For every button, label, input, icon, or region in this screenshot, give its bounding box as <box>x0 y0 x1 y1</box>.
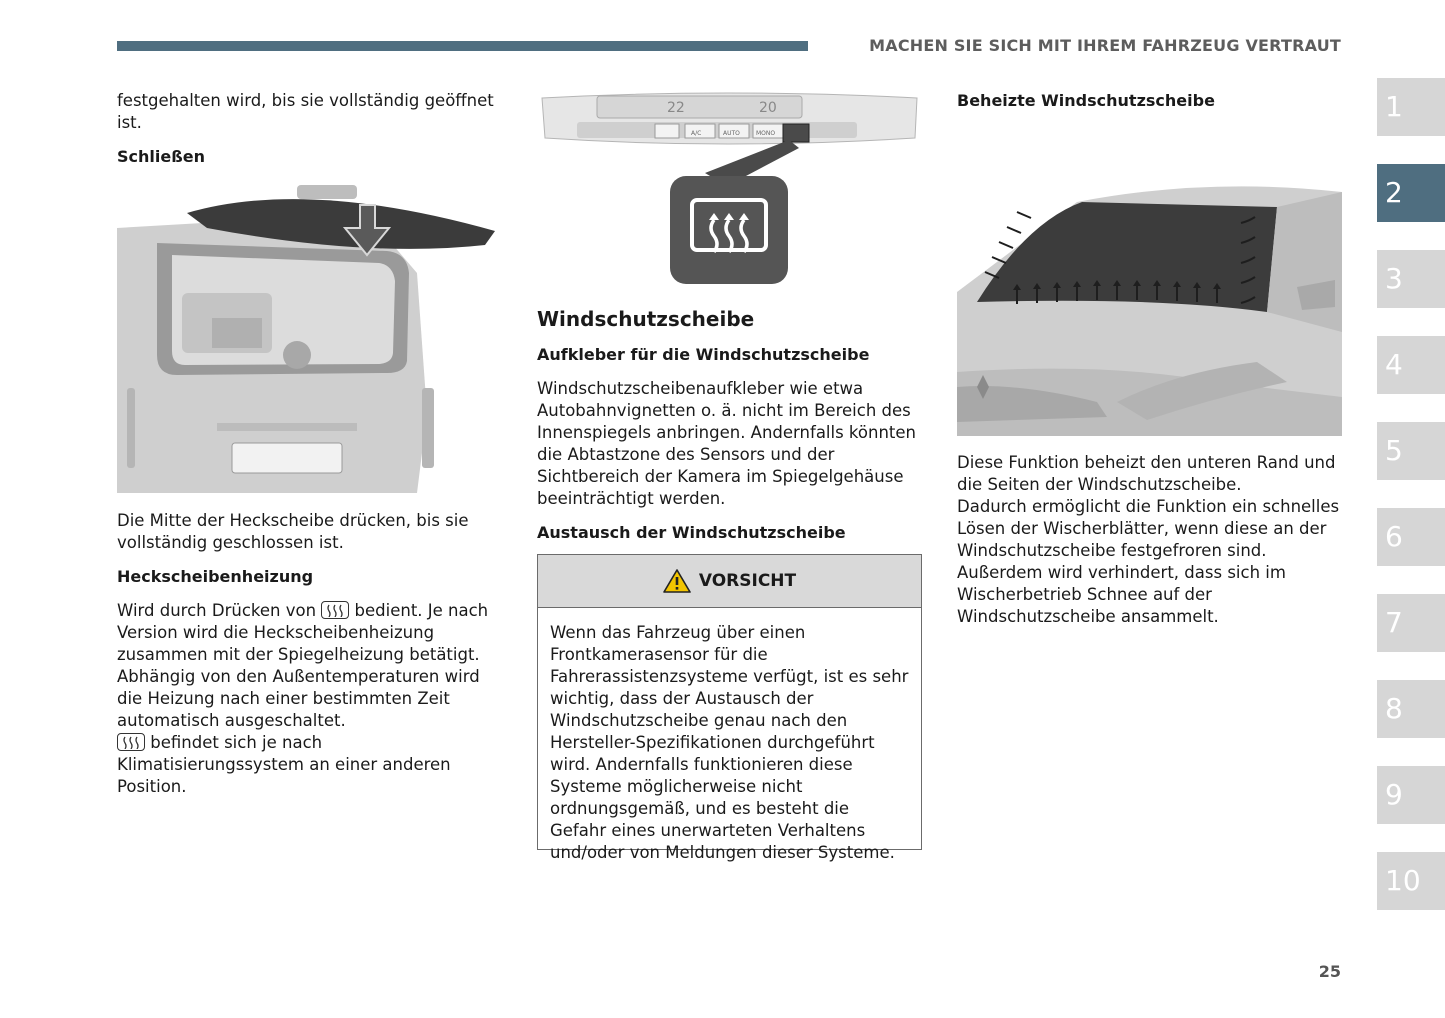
rear-defrost-icon <box>117 733 145 751</box>
chapter-tab-5[interactable]: 5 <box>1377 422 1445 480</box>
chapter-tab-9[interactable]: 9 <box>1377 766 1445 824</box>
column-1 <box>117 90 497 168</box>
heading-sticker: Aufkleber für die Windschutzscheibe <box>537 345 870 364</box>
panel-temp-right: 20 <box>759 100 777 116</box>
chapter-tab-6[interactable]: 6 <box>1377 508 1445 566</box>
tailgate-figure <box>117 183 502 493</box>
heating-paragraph-3 <box>117 732 497 798</box>
chapter-title: MACHEN SIE SICH MIT IHREM FAHRZEUG VERTRAUT <box>869 36 1341 55</box>
chapter-tab-2[interactable]: 2 <box>1377 164 1445 222</box>
panel-button-mono: MONO <box>756 130 776 137</box>
column-2 <box>537 308 922 544</box>
heated-paragraph-1: Diese Funktion beheizt den unteren Rand und die Seiten der Windschutzscheibe. <box>957 453 1336 494</box>
column-1-lower <box>117 510 497 798</box>
page-number: 25 <box>1318 962 1341 981</box>
heating-paragraph-1 <box>117 600 497 666</box>
column-3 <box>957 90 1342 112</box>
chapter-tab-1[interactable]: 1 <box>1377 78 1445 136</box>
panel-button-ac: A/C <box>691 130 702 137</box>
chapter-tab-7[interactable]: 7 <box>1377 594 1445 652</box>
chapter-tab-4[interactable]: 4 <box>1377 336 1445 394</box>
caution-title: VORSICHT <box>698 571 797 591</box>
heated-paragraph-2: Dadurch ermöglicht die Funktion ein schnelles Lösen der Wischerblätter, wenn diese an der Windschutzscheibe festgefroren sind. Außerdem wird verhindert, dass sich im Wischerbetrieb Schnee auf der Windschutzscheibe ansammelt. <box>957 497 1340 626</box>
panel-temp-left: 22 <box>667 100 685 116</box>
heading-windscreen: Windschutzscheibe <box>537 307 755 331</box>
intro-text: festgehalten wird, bis sie vollständig geöffnet ist. <box>117 91 494 132</box>
caution-box <box>537 554 922 862</box>
heading-rear-heating: Heckscheibenheizung <box>117 567 314 586</box>
figure-caption: Die Mitte der Heckscheibe drücken, bis sie vollständig geschlossen ist. <box>117 511 469 552</box>
climate-panel-figure <box>537 88 922 290</box>
chapter-tab-3[interactable]: 3 <box>1377 250 1445 308</box>
chapter-tab-10[interactable]: 10 <box>1377 852 1445 910</box>
caution-header <box>538 555 921 608</box>
warning-triangle-icon <box>663 569 691 593</box>
panel-button-auto: AUTO <box>723 130 740 137</box>
heading-heated-windscreen: Beheizte Windschutzscheibe <box>957 91 1215 110</box>
heading-close: Schließen <box>117 147 205 166</box>
column-3-lower <box>957 452 1342 628</box>
header-rule <box>117 41 808 51</box>
heating-p3-text: befindet sich je nach Klimatisierungssystem an einer anderen Position. <box>117 733 451 796</box>
chapter-tab-8[interactable]: 8 <box>1377 680 1445 738</box>
heating-p1-lead: Wird durch Drücken von <box>117 601 317 620</box>
caution-text: Wenn das Fahrzeug über einen Frontkamerasensor für die Fahrerassistenzsysteme verfügt, ist es sehr wichtig, dass der Austausch der Windschutzscheibe genau nach den Hersteller-Spezifikationen durchgeführt wird. Andernfalls funktionieren diese Systeme möglicherweise nicht ordnungsgemäß, und es besteht die Gefahr eines unerwarteten Verhaltens und/oder von Meldungen dieser Systeme. <box>550 623 909 862</box>
heading-replacement: Austausch der Windschutzscheibe <box>537 523 846 542</box>
rear-defrost-icon <box>321 601 349 619</box>
heating-paragraph-2: Abhängig von den Außentemperaturen wird die Heizung nach einer bestimmten Zeit automatisch ausgeschaltet. <box>117 667 480 730</box>
sticker-paragraph: Windschutzscheibenaufkleber wie etwa Autobahnvignetten o. ä. nicht im Bereich des Innenspiegels anbringen. Andernfalls könnten die Abtastzone des Sensors und der Sichtbereich der Kamera im Spiegelgehäuse beeinträchtigt werden. <box>537 379 916 508</box>
heating-p1-rest: bedient. Je nach Version wird die Heckscheibenheizung zusammen mit der Spiegelheizung betätigt. <box>117 601 489 664</box>
heated-windscreen-figure <box>957 182 1342 436</box>
